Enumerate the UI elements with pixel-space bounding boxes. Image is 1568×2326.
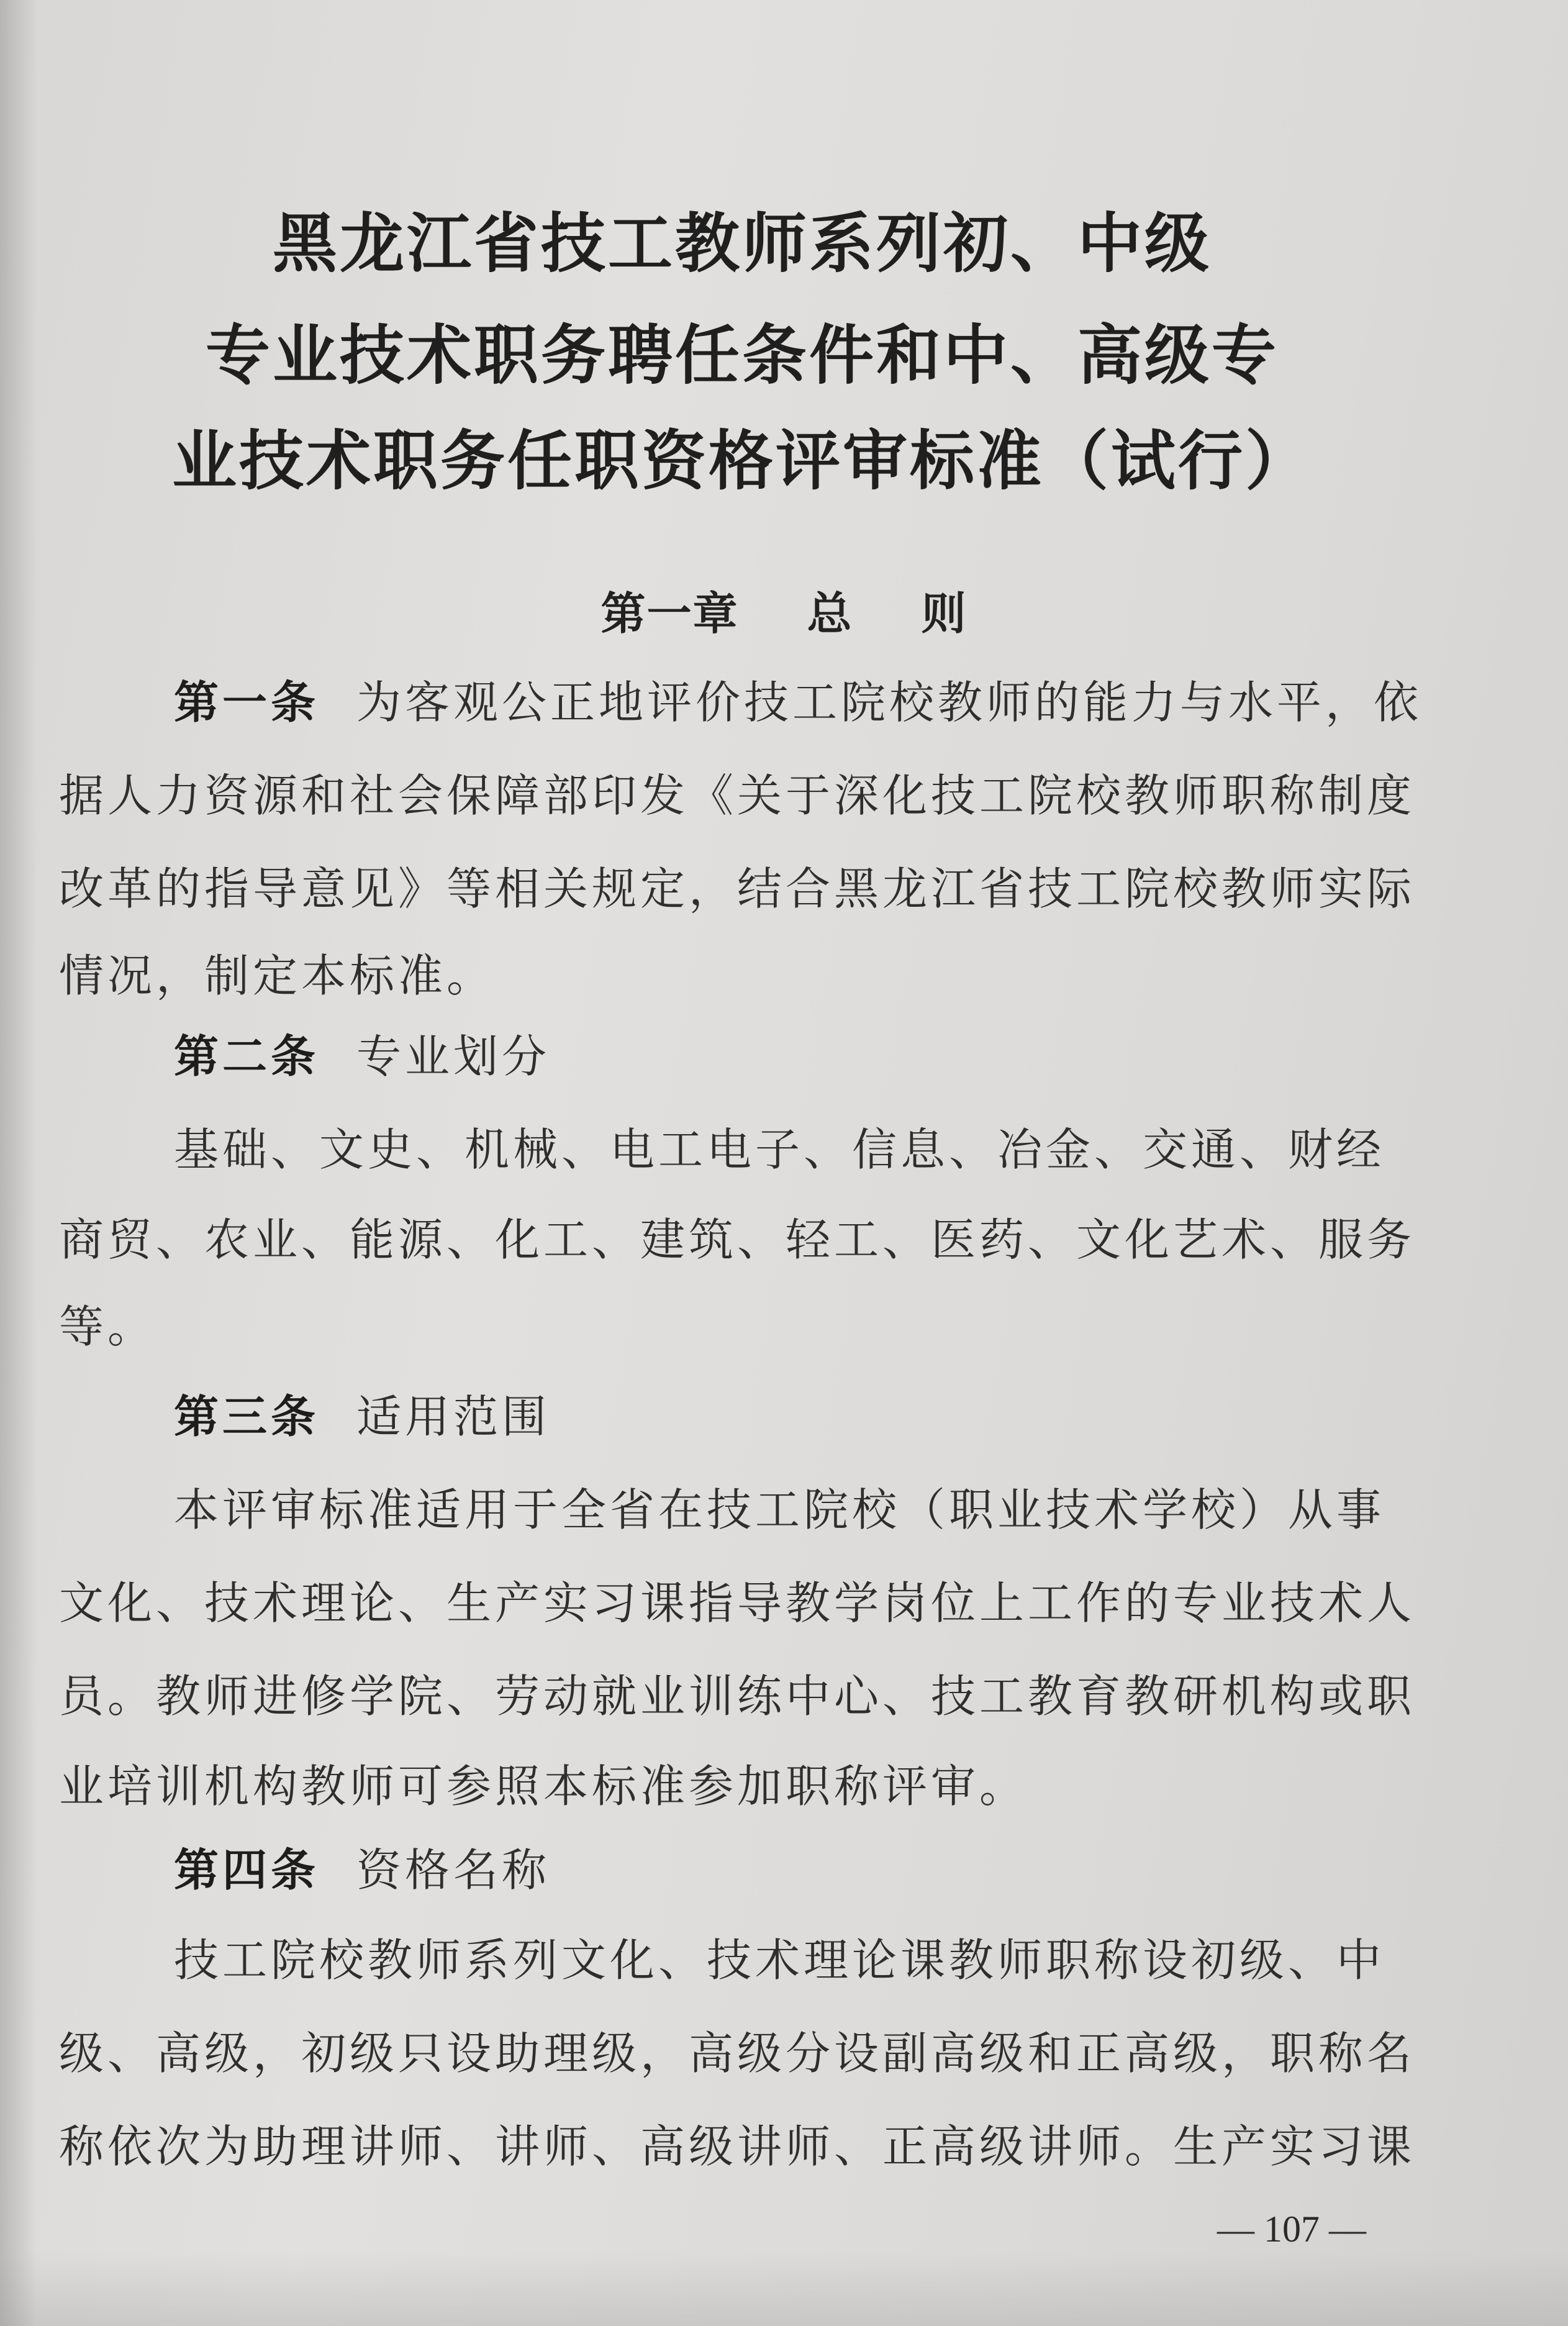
article-1-line-1: [174, 676, 1423, 729]
article-4-subtitle: 资格名称: [356, 1844, 551, 1896]
article-4-line-1: 技工院校教师系列文化、技术理论课教师职称设初级、中: [174, 1934, 1385, 1986]
title-line-2: 专业技术职务聘任条件和中、高级专: [205, 317, 1279, 393]
article-4-line-3: 称依次为助理讲师、讲师、高级讲师、正高级讲师。生产实习课: [59, 2120, 1416, 2173]
article-2-line-1: 基础、文史、机械、电工电子、信息、冶金、交通、财经: [174, 1124, 1385, 1176]
article-2-heading: 第二条: [174, 1030, 320, 1083]
page-bottom-shadow: [0, 2251, 1568, 2326]
article-1-line-3: 改革的指导意见》等相关规定，结合黑龙江省技工院校教师实际: [59, 863, 1416, 915]
article-2-line-3: 等。: [59, 1301, 156, 1353]
article-1-line-4: 情况，制定本标准。: [59, 950, 496, 1002]
page-number: — 107 —: [1217, 2209, 1366, 2250]
article-4-line-2: 级、高级，初级只设助理级，高级分设副高级和正高级，职称名: [59, 2027, 1416, 2079]
article-3-heading-line: [174, 1391, 1403, 1443]
article-3-heading: 第三条: [174, 1391, 320, 1443]
article-3-line-1: 本评审标准适用于全省在技工院校（职业技术学校）从事: [174, 1484, 1385, 1536]
chapter-name-part1: 总: [807, 588, 853, 640]
chapter-heading: [0, 578, 1568, 642]
article-3-subtitle: 适用范围: [356, 1391, 551, 1443]
article-3-line-2: 文化、技术理论、生产实习课指导教学岗位上工作的专业技术人: [59, 1577, 1416, 1629]
article-2-subtitle: 专业划分: [356, 1030, 551, 1083]
title-line-1: 黑龙江省技工教师系列初、中级: [272, 206, 1212, 281]
article-3-line-3: 员。教师进修学院、劳动就业训练中心、技工教育教研机构或职: [59, 1670, 1416, 1722]
article-1-line-2: 据人力资源和社会保障部印发《关于深化技工院校教师职称制度: [59, 770, 1416, 822]
article-2-heading-line: [174, 1030, 1403, 1083]
article-3-line-4: 业培训机构教师可参照本标准参加职称评审。: [59, 1760, 1028, 1812]
article-4-heading: 第四条: [174, 1844, 320, 1896]
article-1-text-1: 为客观公正地评价技工院校教师的能力与水平，依: [356, 676, 1423, 729]
title-line-3: 业技术职务任职资格评审标准（试行）: [171, 423, 1312, 499]
chapter-number: 第一章: [600, 588, 739, 640]
article-2-line-2: 商贸、农业、能源、化工、建筑、轻工、医药、文化艺术、服务: [59, 1214, 1416, 1266]
article-4-heading-line: [174, 1844, 1403, 1896]
article-1-heading: 第一条: [174, 676, 320, 729]
chapter-name-part2: 则: [921, 588, 968, 640]
